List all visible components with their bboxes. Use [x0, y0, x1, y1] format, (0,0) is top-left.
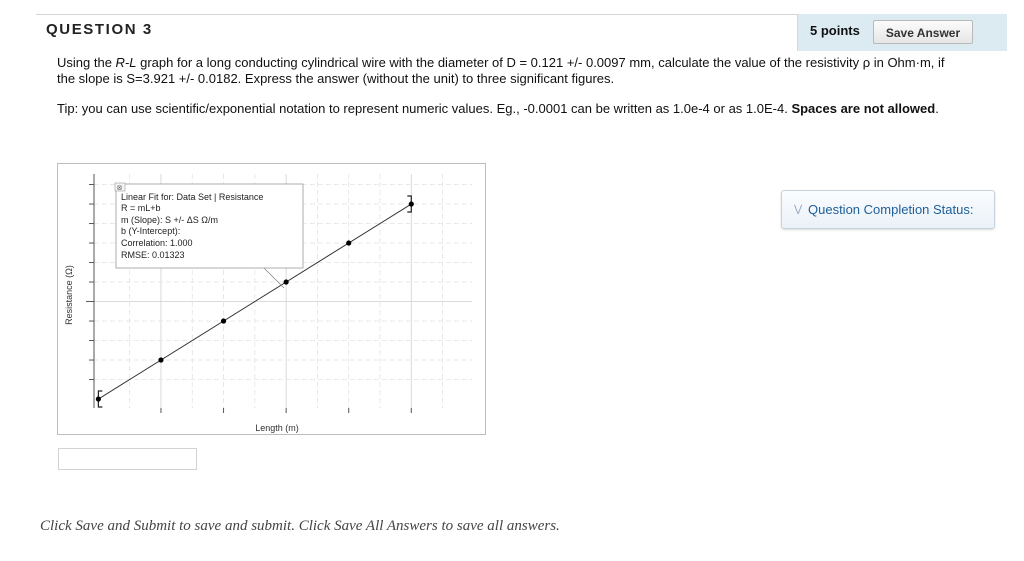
rl-graph-svg: [58, 164, 485, 434]
double-chevron-down-icon: ⋁: [794, 204, 803, 215]
points-label: 5 points: [810, 23, 860, 38]
footer-note: Click Save and Submit to save and submit. Click Save All Answers to save all answers.: [40, 518, 560, 534]
linear-fit-box[interactable]: [115, 183, 303, 268]
data-point: [158, 357, 163, 362]
fit-box-correlation: Correlation: 1.000: [121, 238, 193, 248]
fit-box-close-glyph: ⊠: [117, 185, 123, 192]
points-bar: [797, 14, 1007, 51]
fit-box-callout-2: [263, 267, 284, 288]
data-point: [284, 279, 289, 284]
data-point: [221, 318, 226, 323]
tip-bold: Spaces are not allowed: [791, 101, 936, 116]
data-point: [96, 396, 101, 401]
fit-box-intercept: b (Y-Intercept):: [121, 226, 181, 236]
prompt-text-2: graph for a long conducting cylindrical wire with the diameter of D = 0.121 +/- 0.0097 mm, calculate the value of the resistivity ρ in Ohm·m, if the slope is S=3.921 +/- 0.0182. Express the answer (without the unit) to three significant figures.: [57, 55, 945, 86]
answer-input[interactable]: [58, 448, 197, 470]
rl-graph: [57, 163, 486, 435]
tip-end: .: [935, 101, 939, 116]
completion-status-label: Question Completion Status:: [808, 202, 974, 217]
prompt-rl: R-L: [115, 55, 137, 70]
fit-box-title: Linear Fit for: Data Set | Resistance: [121, 192, 264, 202]
tip-body: Tip: you can use scientific/exponential notation to represent numeric values. Eg., -0.0001 can be written as 1.0e-4 or as 1.0E-4.: [57, 101, 792, 116]
y-axis-label: Resistance (Ω): [64, 265, 74, 325]
fit-box-slope: m (Slope): S +/- ΔS Ω/m: [121, 215, 219, 225]
data-point: [409, 201, 414, 206]
fit-box-equation: R = mL+b: [121, 203, 161, 213]
x-axis-label: Length (m): [255, 423, 299, 433]
data-point: [346, 240, 351, 245]
prompt-text-1: Using the: [57, 55, 116, 70]
fit-box-rmse: RMSE: 0.01323: [121, 250, 185, 260]
tip-text: [57, 101, 957, 117]
question-title: QUESTION 3: [46, 21, 153, 38]
question-prompt: [57, 55, 957, 87]
save-answer-button[interactable]: Save Answer: [873, 20, 973, 44]
question-completion-status-button[interactable]: [781, 190, 995, 229]
